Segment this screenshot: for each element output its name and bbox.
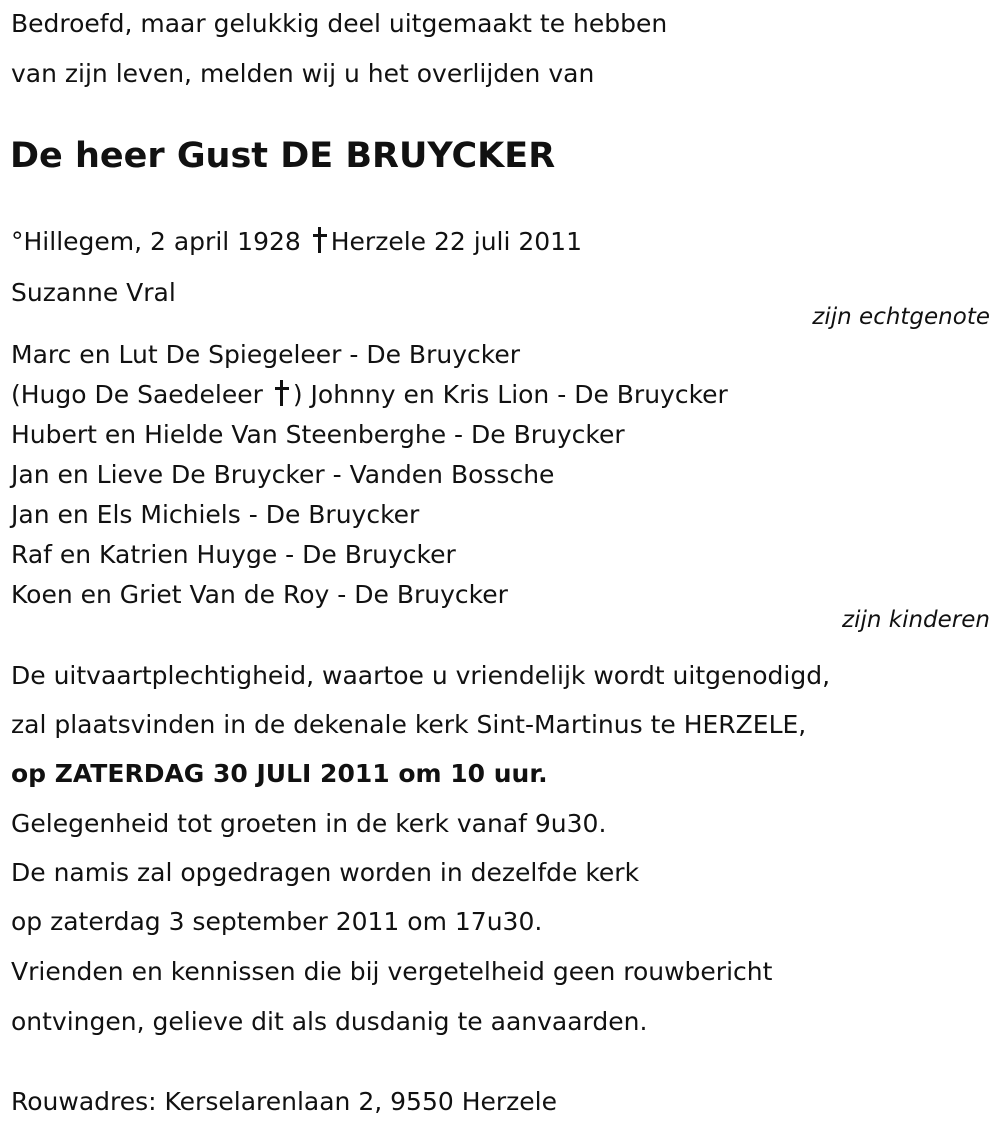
child-line-5: Jan en Els Michiels - De Bruycker [11,500,420,529]
child-line-2-pre: (Hugo De Saedeleer [11,380,263,409]
children-role: zijn kinderen [842,607,990,633]
birth-death-line [11,227,582,257]
child-line-1: Marc en Lut De Spiegeleer - De Bruycker [11,340,520,369]
intro-line-2: van zijn leven, melden wij u het overlijden van [11,59,595,88]
address: Rouwadres: Kerselarenlaan 2, 9550 Herzele [11,1087,557,1116]
ceremony-line-7: Vrienden en kennissen die bij vergetelheid geen rouwbericht [11,957,773,986]
ceremony-line-2: zal plaatsvinden in de dekenale kerk Sint-Martinus te HERZELE, [11,710,807,739]
ceremony-date: op ZATERDAG 30 JULI 2011 om 10 uur. [11,759,548,788]
ceremony-line-4: Gelegenheid tot groeten in de kerk vanaf 9u30. [11,809,607,838]
cross-icon [313,227,327,253]
ceremony-line-1: De uitvaartplechtigheid, waartoe u vriendelijk wordt uitgenodigd, [11,661,831,690]
birth-info: °Hillegem, 2 april 1928 [11,227,301,256]
intro-line-1: Bedroefd, maar gelukkig deel uitgemaakt te hebben [11,9,668,38]
child-line-3: Hubert en Hielde Van Steenberghe - De Bruycker [11,420,625,449]
deceased-name: De heer Gust DE BRUYCKER [10,136,556,176]
child-line-7: Koen en Griet Van de Roy - De Bruycker [11,580,508,609]
spouse-role: zijn echtgenote [812,304,990,330]
ceremony-line-6: op zaterdag 3 september 2011 om 17u30. [11,907,543,936]
spouse-name: Suzanne Vral [11,278,176,307]
child-line-4: Jan en Lieve De Bruycker - Vanden Bossche [11,460,555,489]
death-info: Herzele 22 juli 2011 [330,227,582,256]
child-line-2-post: ) Johnny en Kris Lion - De Bruycker [292,380,728,409]
child-line-2 [11,380,728,410]
child-line-6: Raf en Katrien Huyge - De Bruycker [11,540,456,569]
ceremony-line-5: De namis zal opgedragen worden in dezelfde kerk [11,858,640,887]
ceremony-line-8: ontvingen, gelieve dit als dusdanig te aanvaarden. [11,1007,648,1036]
cross-icon [275,380,289,406]
